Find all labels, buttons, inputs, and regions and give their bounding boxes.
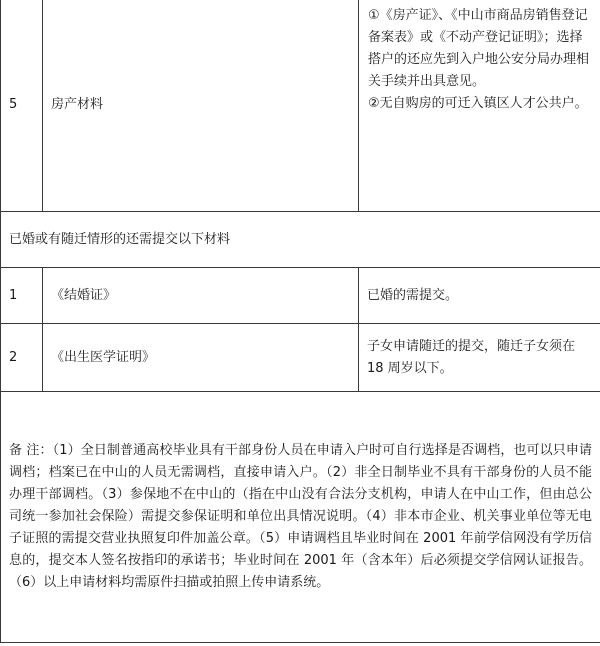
section-heading: 已婚或有随迁情形的还需提交以下材料 <box>1 212 600 268</box>
row-description: 子女申请随迁的提交，随迁子女须在 18 周岁以下。 <box>359 324 600 392</box>
table-row <box>1 0 600 212</box>
description-line: ②无自购房的可迁入镇区人才公共户。 <box>368 96 588 111</box>
section-heading-row <box>1 212 600 268</box>
row-description: 已婚的需提交。 <box>359 268 600 324</box>
row-material-name: 房产材料 <box>43 0 359 212</box>
note-text: （1）全日制普通高校毕业具有干部身份人员在申请入户时可自行选择是否调档，也可以只申请调档；档案已在中山的人员无需调档，直接申请入户。（2）非全日制毕业不具有干部身份的人员不能办理干部调档。（3）参保地不在中山的（指在中山没有合法分支机构，申请人在中山工作，但由总公司统一参加社会保险）需提交参保证明和单位出具情况说明。（4）非本市企业、机关事业单位等无电子证照的需提交营业执照复印件加盖公章。（5）申请调档且毕业时间在 2001 年前学信网没有学历信息的，提交本人签名按指印的承诺书；毕业时间在 2001 年（含本年）后必须提交学信网认证报告。（6）以上申请材料均需原件扫描或拍照上传申请系统。 <box>9 443 592 590</box>
table-row <box>1 324 600 392</box>
row-index: 5 <box>1 0 43 212</box>
row-index: 1 <box>1 268 43 324</box>
note-row <box>1 392 600 643</box>
note-label: 备 注： <box>9 443 53 458</box>
row-description <box>359 0 600 212</box>
note-cell <box>1 392 600 643</box>
row-material-name: 《结婚证》 <box>43 268 359 324</box>
row-index: 2 <box>1 324 43 392</box>
table-row <box>1 268 600 324</box>
description-line: ①《房产证》、《中山市商品房销售登记备案表》或《不动产登记证明》；选择搭户的还应先到入户地公安分局办理相关手续并出具意见。 <box>368 8 590 89</box>
row-material-name: 《出生医学证明》 <box>43 324 359 392</box>
